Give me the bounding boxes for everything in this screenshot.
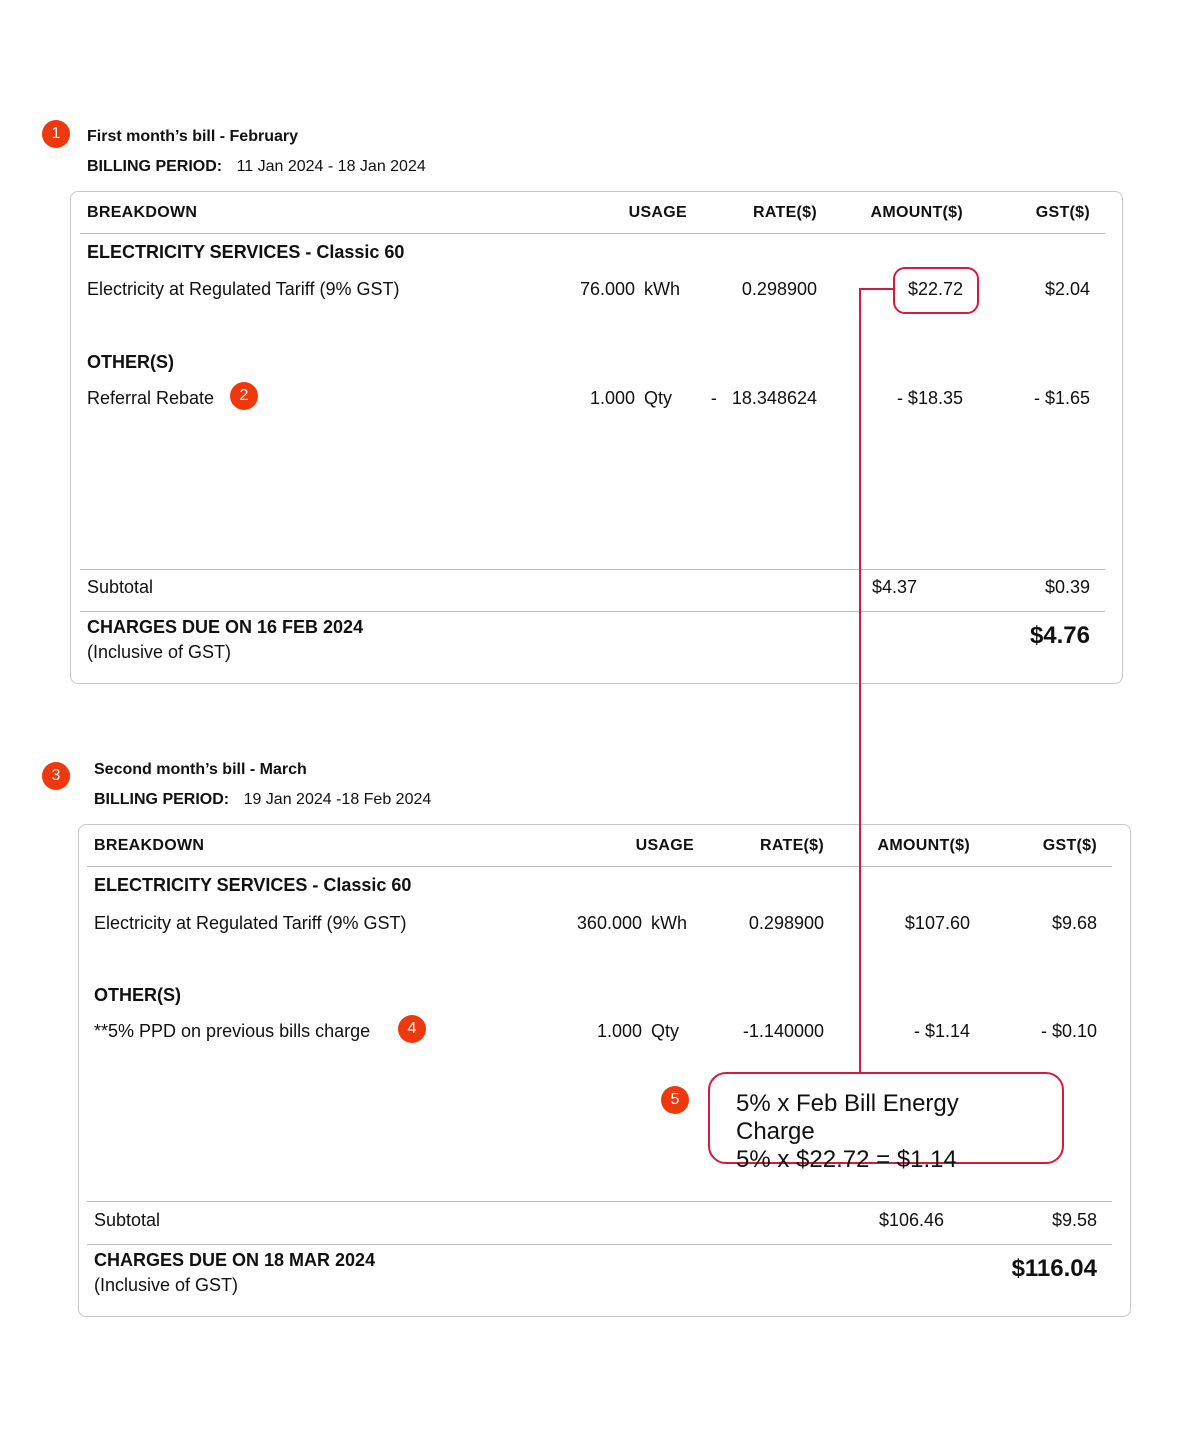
other-unit: Qty: [651, 1021, 680, 1041]
header-gst: GST($): [1035, 204, 1090, 221]
subtotal-gst: $0.39: [1044, 577, 1090, 597]
callout-line-2: 5% x $22.72 = $1.14: [736, 1146, 957, 1173]
step-marker-2: 2: [230, 382, 258, 410]
other-unit: Qty: [644, 388, 673, 408]
billing-period-label: BILLING PERIOD:: [87, 158, 223, 175]
other-desc: Referral Rebate: [87, 388, 215, 408]
header-rate: RATE($): [752, 204, 817, 221]
other-amount: - $1.14: [913, 1021, 970, 1041]
electricity-rate: 0.298900: [741, 279, 817, 299]
electricity-rate: 0.298900: [748, 913, 824, 933]
amount-highlight-box: [893, 267, 979, 314]
header-gst: GST($): [1042, 837, 1097, 854]
electricity-gst: $9.68: [1051, 913, 1097, 933]
billing-period-label: BILLING PERIOD:: [94, 791, 230, 808]
subtotal-label: Subtotal: [87, 577, 154, 597]
electricity-gst: $2.04: [1044, 279, 1090, 299]
total-divider: [87, 1244, 1112, 1245]
subtotal-divider: [80, 569, 1105, 570]
electricity-qty: 76.000: [579, 279, 635, 299]
subtotal-amount: $4.37: [872, 577, 918, 597]
electricity-unit: kWh: [651, 913, 687, 933]
header-amount: AMOUNT($): [870, 204, 963, 221]
other-desc: **5% PPD on previous bills charge: [94, 1021, 371, 1041]
charges-due-label: CHARGES DUE ON 18 MAR 2024: [94, 1250, 376, 1270]
electricity-qty: 360.000: [576, 913, 642, 933]
other-rate: -1.140000: [742, 1021, 824, 1041]
subtotal-amount: $106.46: [879, 1210, 945, 1230]
header-divider: [80, 233, 1105, 234]
other-qty: 1.000: [589, 388, 635, 408]
bill2-billing-period: [94, 791, 431, 809]
header-usage: USAGE: [635, 837, 694, 854]
subtotal-divider: [87, 1201, 1112, 1202]
inclusive-gst-note: (Inclusive of GST): [94, 1275, 239, 1295]
bill1-billing-period: [87, 158, 426, 176]
header-amount: AMOUNT($): [877, 837, 970, 854]
total-amount: $4.76: [1029, 622, 1090, 649]
ppd-calculation-callout: [708, 1072, 1064, 1173]
header-breakdown: BREAKDOWN: [94, 837, 205, 854]
electricity-desc: Electricity at Regulated Tariff (9% GST): [87, 279, 400, 299]
electricity-amount: $107.60: [904, 913, 970, 933]
bill1-title: First month’s bill - February: [87, 128, 298, 145]
other-amount: - $18.35: [896, 388, 963, 408]
header-rate: RATE($): [759, 837, 824, 854]
step-marker-3: 3: [42, 762, 70, 790]
other-gst: - $0.10: [1040, 1021, 1097, 1041]
step-marker-5: 5: [661, 1086, 689, 1114]
billing-period-value: 19 Jan 2024 -18 Feb 2024: [243, 791, 432, 808]
billing-period-value: 11 Jan 2024 - 18 Jan 2024: [236, 158, 426, 175]
step-marker-1: 1: [42, 120, 70, 148]
callout-line-1: 5% x Feb Bill Energy Charge: [736, 1090, 959, 1145]
electricity-section-title: ELECTRICITY SERVICES - Classic 60: [87, 242, 405, 262]
inclusive-gst-note: (Inclusive of GST): [87, 642, 232, 662]
others-section-title: OTHER(S): [87, 352, 174, 372]
electricity-section-title: ELECTRICITY SERVICES - Classic 60: [94, 875, 412, 895]
others-section-title: OTHER(S): [94, 985, 181, 1005]
electricity-amount: $22.72: [907, 279, 963, 299]
header-breakdown: BREAKDOWN: [87, 204, 198, 221]
charges-due-label: CHARGES DUE ON 16 FEB 2024: [87, 617, 364, 637]
other-gst: - $1.65: [1033, 388, 1090, 408]
subtotal-gst: $9.58: [1051, 1210, 1097, 1230]
electricity-desc: Electricity at Regulated Tariff (9% GST): [94, 913, 407, 933]
total-amount: $116.04: [1011, 1255, 1097, 1282]
other-qty: 1.000: [596, 1021, 642, 1041]
connector-line-vertical: [859, 288, 861, 1073]
header-usage: USAGE: [628, 204, 687, 221]
total-divider: [80, 611, 1105, 612]
subtotal-label: Subtotal: [94, 1210, 161, 1230]
step-marker-4: 4: [398, 1015, 426, 1043]
electricity-unit: kWh: [644, 279, 680, 299]
other-rate: - 18.348624: [710, 388, 817, 408]
bill2-title: Second month’s bill - March: [94, 761, 307, 778]
header-divider: [87, 866, 1112, 867]
connector-line-horizontal: [859, 288, 894, 290]
